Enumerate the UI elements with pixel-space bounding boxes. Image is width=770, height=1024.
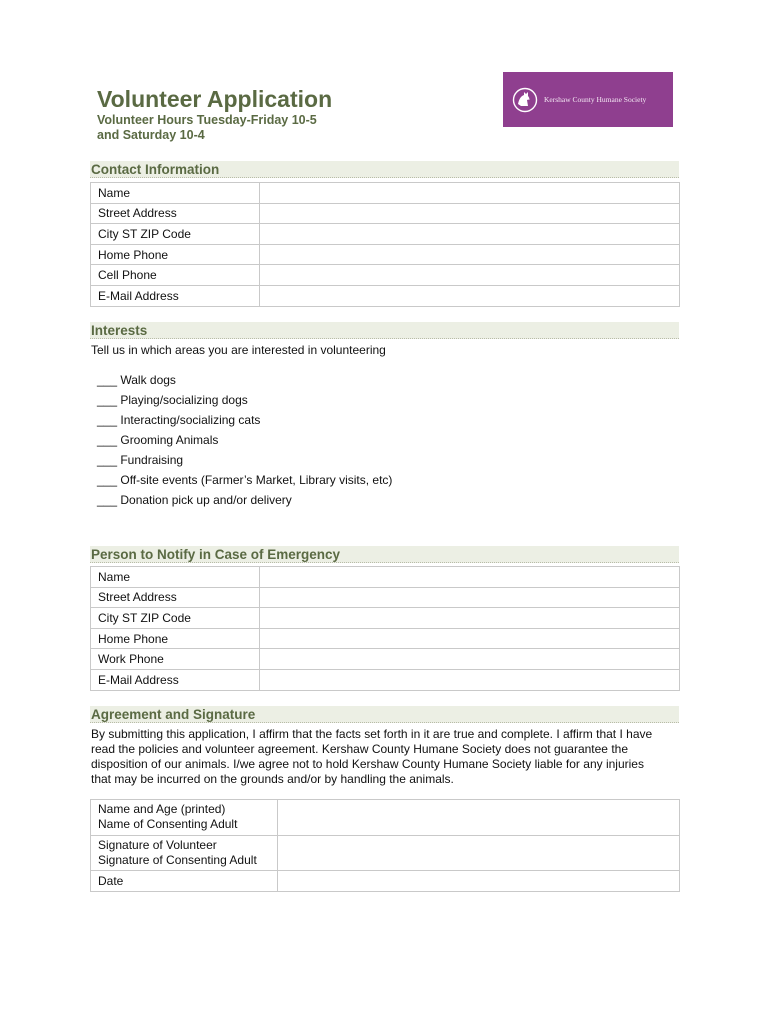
interest-donation-pickup[interactable]: ___ Donation pick up and/or delivery (97, 493, 292, 507)
table-row (91, 587, 680, 608)
hours-line-1: Volunteer Hours Tuesday-Friday 10-5 (97, 113, 317, 127)
interests-list (97, 372, 392, 512)
humane-society-logo (503, 72, 673, 127)
table-row (91, 835, 680, 871)
table-row (91, 285, 680, 306)
emergency-email-field[interactable] (260, 669, 680, 690)
agreement-line: that may be incurred on the grounds and/or by handling the animals. (91, 772, 454, 786)
agreement-section-heading: Agreement and Signature (90, 706, 679, 723)
field-label: City ST ZIP Code (91, 608, 260, 629)
field-label: E-Mail Address (91, 669, 260, 690)
signature-table (90, 799, 680, 892)
agreement-text (91, 727, 652, 787)
emergency-name-field[interactable] (260, 567, 680, 588)
field-label: Date (91, 871, 278, 892)
city-st-zip-field[interactable] (260, 224, 680, 245)
field-label: Name (91, 183, 260, 204)
interest-walk-dogs[interactable]: ___ Walk dogs (97, 373, 176, 387)
interest-socializing-cats[interactable]: ___ Interacting/socializing cats (97, 413, 261, 427)
field-label: Home Phone (91, 244, 260, 265)
logo-text: Kershaw County Humane Society (544, 95, 647, 104)
table-row (91, 265, 680, 286)
agreement-line: By submitting this application, I affirm that the facts set forth in it are true and complete. I affirm that I have (91, 727, 653, 741)
table-row (91, 800, 680, 836)
agreement-line: read the policies and volunteer agreement. Kershaw County Humane Society does not guarantee the (91, 742, 628, 756)
signature-field[interactable] (278, 835, 680, 871)
name-field[interactable] (260, 183, 680, 204)
field-label: Name (91, 567, 260, 588)
table-row (91, 669, 680, 690)
field-label: Home Phone (91, 628, 260, 649)
field-label: Cell Phone (91, 265, 260, 286)
field-label: Street Address (91, 587, 260, 608)
page-title: Volunteer Application (97, 86, 333, 112)
volunteer-hours (97, 113, 317, 143)
hours-line-2: and Saturday 10-4 (97, 128, 205, 142)
table-row (91, 567, 680, 588)
date-field[interactable] (278, 871, 680, 892)
emergency-work-phone-field[interactable] (260, 649, 680, 670)
emergency-city-field[interactable] (260, 608, 680, 629)
table-row (91, 224, 680, 245)
name-age-field[interactable] (278, 800, 680, 836)
agreement-line: disposition of our animals. I/we agree not to hold Kershaw County Humane Society liable for any injuries (91, 757, 644, 771)
dog-cat-silhouette-icon (512, 87, 538, 113)
emergency-section-heading: Person to Notify in Case of Emergency (90, 546, 679, 563)
name-age-label: Name and Age (printed) (98, 802, 226, 817)
interests-intro: Tell us in which areas you are interested in volunteering (91, 343, 386, 357)
table-row (91, 608, 680, 629)
interests-section-heading: Interests (90, 322, 679, 339)
interest-playing-dogs[interactable]: ___ Playing/socializing dogs (97, 393, 248, 407)
emergency-home-phone-field[interactable] (260, 628, 680, 649)
interest-off-site-events[interactable]: ___ Off-site events (Farmer’s Market, Library visits, etc) (97, 473, 393, 487)
table-row (91, 244, 680, 265)
field-label (91, 800, 278, 836)
street-address-field[interactable] (260, 203, 680, 224)
field-label (91, 835, 278, 871)
volunteer-signature-label: Signature of Volunteer (98, 837, 217, 852)
email-address-field[interactable] (260, 285, 680, 306)
consenting-adult-signature-label: Signature of Consenting Adult (98, 852, 257, 867)
emergency-street-field[interactable] (260, 587, 680, 608)
interest-fundraising[interactable]: ___ Fundraising (97, 453, 184, 467)
interest-grooming[interactable]: ___ Grooming Animals (97, 433, 219, 447)
table-row (91, 628, 680, 649)
contact-section-heading: Contact Information (90, 161, 679, 178)
field-label: Work Phone (91, 649, 260, 670)
table-row (91, 183, 680, 204)
emergency-table (90, 566, 680, 691)
field-label: Street Address (91, 203, 260, 224)
field-label: E-Mail Address (91, 285, 260, 306)
home-phone-field[interactable] (260, 244, 680, 265)
cell-phone-field[interactable] (260, 265, 680, 286)
field-label: City ST ZIP Code (91, 224, 260, 245)
table-row (91, 871, 680, 892)
table-row (91, 203, 680, 224)
consenting-adult-name-label: Name of Consenting Adult (98, 817, 238, 832)
table-row (91, 649, 680, 670)
contact-table (90, 182, 680, 307)
